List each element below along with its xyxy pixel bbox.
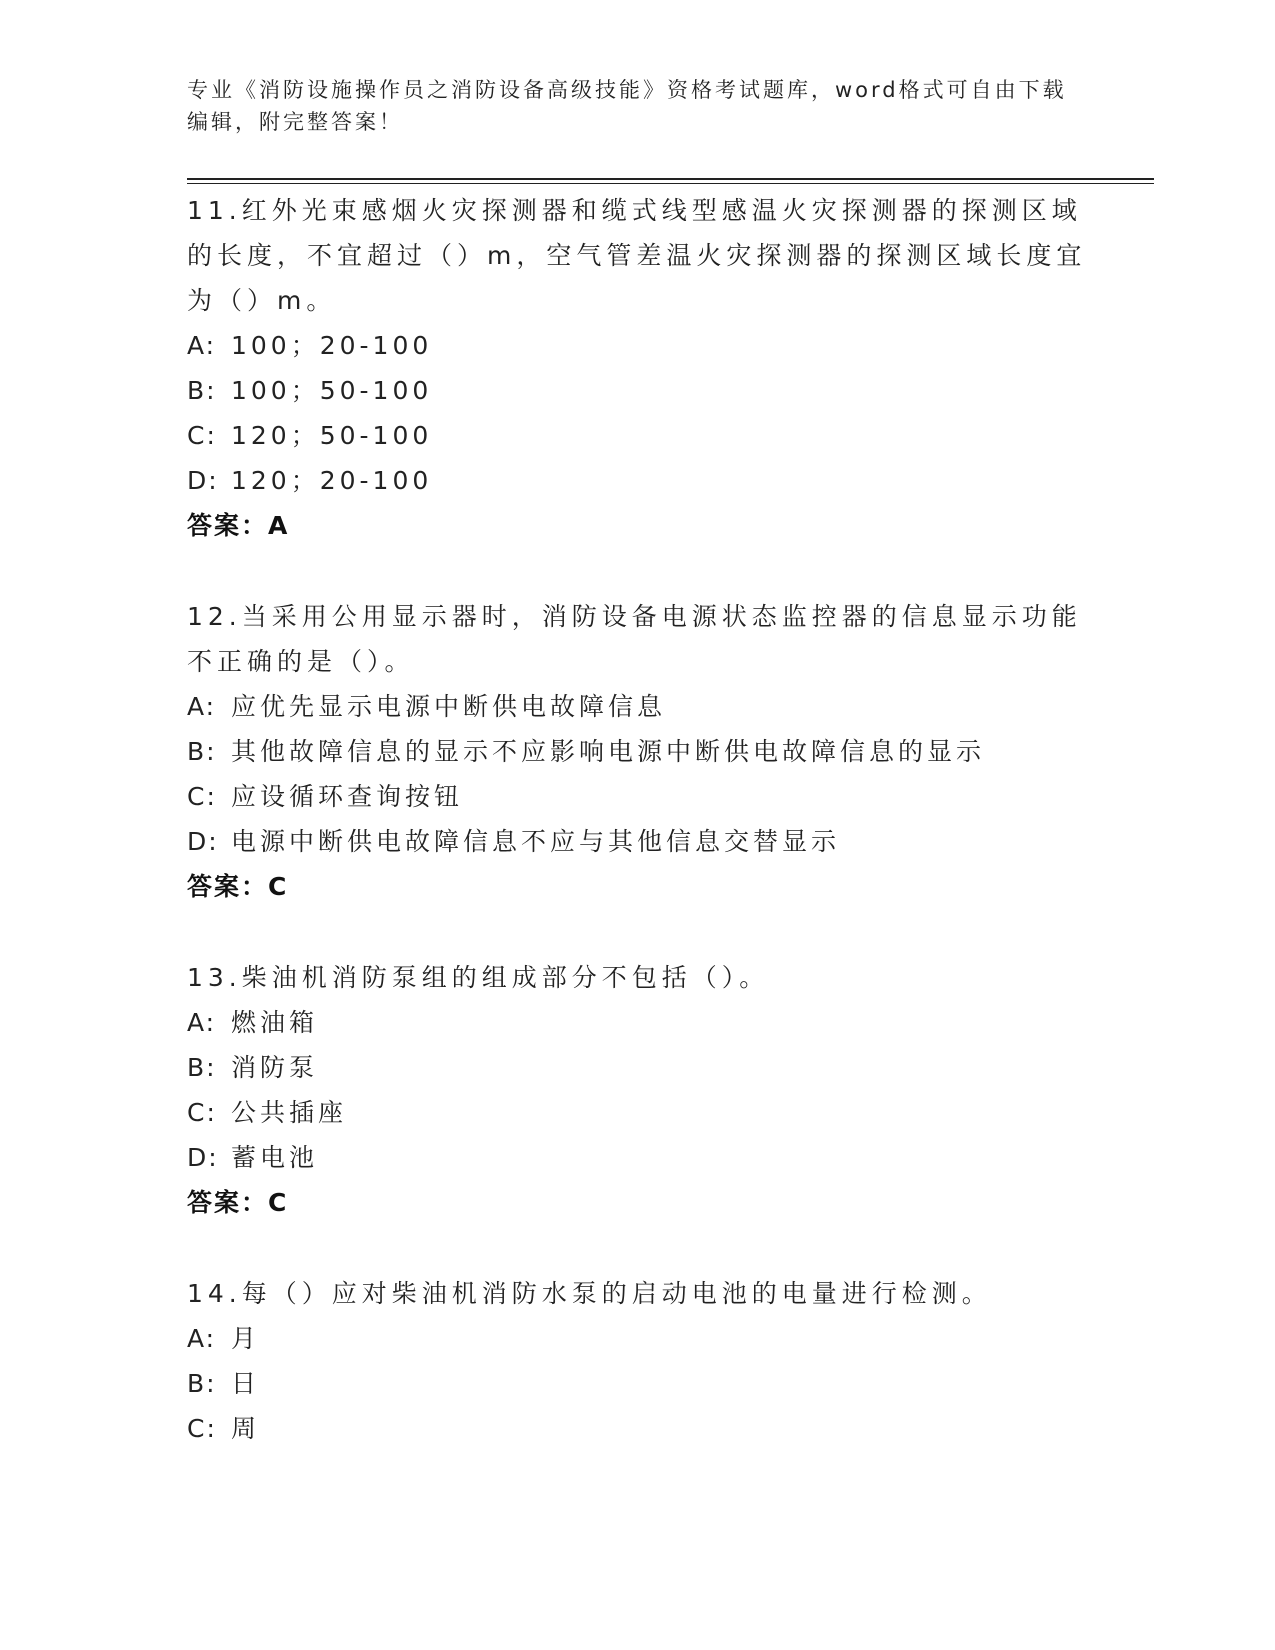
option-text: 100；20-100 [231,331,433,360]
option-a [187,323,1087,368]
option-letter: A: [187,1008,217,1037]
option-d [187,819,1087,864]
question-stem: 13.柴油机消防泵组的组成部分不包括（）。 [187,963,770,992]
answer-line: 答案：C [187,872,289,901]
option-text: 周 [231,1414,261,1443]
option-text: 应优先显示电源中断供电故障信息 [231,692,667,721]
option-a [187,1000,1087,1045]
question-13 [187,955,1087,1225]
option-c [187,1090,1087,1135]
option-text: 应设循环查询按钮 [231,782,464,811]
option-text: 120；50-100 [231,421,433,450]
option-c [187,1406,1087,1451]
option-text: 月 [231,1324,261,1353]
option-d [187,1135,1087,1180]
option-text: 120；20-100 [231,466,433,495]
question-stem: 14.每（）应对柴油机消防水泵的启动电池的电量进行检测。 [187,1279,992,1308]
header-text: 专业《消防设施操作员之消防设备高级技能》资格考试题库，word格式可自由下载编辑，附完整答案！ [187,78,1067,134]
option-letter: C: [187,1414,217,1443]
header-divider [187,178,1154,184]
document-header [187,74,1067,138]
answer-line: 答案：C [187,1188,289,1217]
option-b [187,1361,1087,1406]
option-c [187,413,1087,458]
option-text: 消防泵 [231,1053,319,1082]
option-letter: B: [187,1369,217,1398]
question-list [187,188,1087,1497]
option-text: 公共插座 [231,1098,348,1127]
option-b [187,729,1087,774]
question-14 [187,1271,1087,1451]
question-stem: 12.当采用公用显示器时，消防设备电源状态监控器的信息显示功能不正确的是（）。 [187,602,1082,676]
option-letter: C: [187,782,217,811]
option-letter: D: [187,1143,219,1172]
option-letter: A: [187,692,217,721]
question-stem: 11.红外光束感烟火灾探测器和缆式线型感温火灾探测器的探测区域的长度，不宜超过（）m，空气管差温火灾探测器的探测区域长度宜为（）m。 [187,196,1087,315]
option-text: 日 [231,1369,261,1398]
option-text: 电源中断供电故障信息不应与其他信息交替显示 [231,827,841,856]
option-text: 蓄电池 [231,1143,319,1172]
option-letter: A: [187,1324,217,1353]
option-letter: D: [187,827,219,856]
option-letter: C: [187,1098,217,1127]
option-letter: B: [187,1053,217,1082]
option-letter: A: [187,331,217,360]
option-text: 燃油箱 [231,1008,319,1037]
question-11 [187,188,1087,548]
option-text: 其他故障信息的显示不应影响电源中断供电故障信息的显示 [231,737,986,766]
option-letter: D: [187,466,219,495]
option-b [187,1045,1087,1090]
option-text: 100；50-100 [231,376,433,405]
option-c [187,774,1087,819]
option-b [187,368,1087,413]
option-a [187,684,1087,729]
option-letter: B: [187,737,217,766]
option-d [187,458,1087,503]
answer-line: 答案：A [187,511,290,540]
question-12 [187,594,1087,909]
option-letter: B: [187,376,217,405]
option-letter: C: [187,421,217,450]
option-a [187,1316,1087,1361]
